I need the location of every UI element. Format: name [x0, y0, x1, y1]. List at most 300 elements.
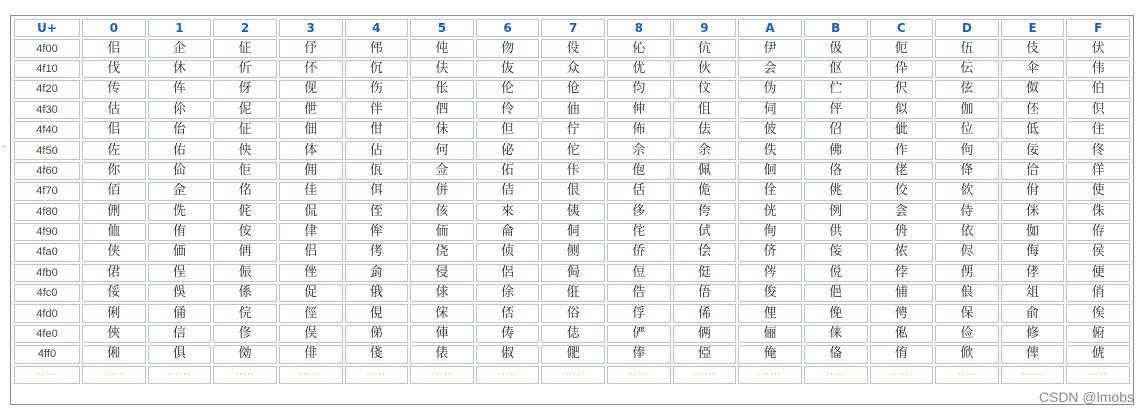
- character-cell: 侞: [1001, 223, 1065, 241]
- character-cell: 俨: [607, 325, 671, 343]
- character-cell: 佑: [148, 141, 212, 159]
- character-cell: 佯: [1066, 162, 1130, 180]
- character-cell: 佬: [870, 162, 934, 180]
- character-cell: 佫: [804, 162, 868, 180]
- character-cell: 侽: [935, 264, 999, 282]
- column-header-d: D: [935, 19, 999, 37]
- character-cell: 伶: [476, 101, 540, 119]
- character-cell: 侇: [541, 203, 605, 221]
- character-cell: 侺: [738, 264, 802, 282]
- ellipsis-cell: ······: [148, 366, 212, 384]
- character-cell: 伡: [148, 80, 212, 98]
- character-cell: 伳: [279, 101, 343, 119]
- character-cell: 佁: [148, 121, 212, 139]
- character-cell: 俻: [804, 345, 868, 363]
- character-cell: 似: [870, 101, 934, 119]
- column-header-7: 7: [541, 19, 605, 37]
- ellipsis-cell: ······: [279, 366, 343, 384]
- character-cell: 伋: [804, 39, 868, 57]
- character-cell: 优: [607, 60, 671, 78]
- character-cell: 伦: [476, 80, 540, 98]
- character-cell: 俘: [607, 304, 671, 322]
- table-row: [14, 39, 1130, 57]
- character-cell: 俪: [738, 325, 802, 343]
- character-cell: 俆: [476, 284, 540, 302]
- character-cell: 传: [82, 80, 146, 98]
- character-cell: 俿: [1066, 345, 1130, 363]
- row-code-label: 4ff0: [14, 345, 80, 363]
- row-code-label: 4f70: [14, 182, 80, 200]
- table-body: [14, 39, 1130, 384]
- character-cell: 侷: [541, 264, 605, 282]
- character-cell: 俋: [804, 284, 868, 302]
- character-cell: 侂: [213, 203, 277, 221]
- ellipsis-cell: ·····: [804, 366, 868, 384]
- character-cell: 俌: [870, 284, 934, 302]
- character-cell: 伾: [1001, 101, 1065, 119]
- character-cell: 佮: [1001, 162, 1065, 180]
- character-cell: 佤: [345, 162, 409, 180]
- column-header-1: 1: [148, 19, 212, 37]
- character-cell: 伷: [541, 101, 605, 119]
- character-cell: 佺: [738, 182, 802, 200]
- character-cell: 伿: [1066, 101, 1130, 119]
- character-cell: 便: [1066, 264, 1130, 282]
- character-cell: 伯: [1066, 80, 1130, 98]
- character-cell: 俷: [541, 345, 605, 363]
- character-cell: 侎: [1001, 203, 1065, 221]
- table-row: [14, 325, 1130, 343]
- character-cell: 何: [410, 141, 474, 159]
- character-cell: 侼: [870, 264, 934, 282]
- character-cell: 低: [1001, 121, 1065, 139]
- character-cell: 伤: [345, 80, 409, 98]
- character-cell: 侒: [213, 223, 277, 241]
- ellipsis-cell: ·····: [213, 366, 277, 384]
- character-cell: 俏: [1066, 284, 1130, 302]
- character-cell: 佪: [738, 162, 802, 180]
- character-cell: 侐: [82, 223, 146, 241]
- character-cell: 佾: [1001, 182, 1065, 200]
- table-row: [14, 284, 1130, 302]
- character-cell: 伫: [804, 80, 868, 98]
- character-cell: 侔: [345, 223, 409, 241]
- ellipsis-cell: ·····: [476, 366, 540, 384]
- character-cell: 佅: [410, 121, 474, 139]
- character-cell: 伧: [541, 80, 605, 98]
- character-cell: 侯: [1066, 243, 1130, 261]
- character-cell: 侸: [607, 264, 671, 282]
- character-cell: 伥: [410, 80, 474, 98]
- character-cell: 佭: [935, 162, 999, 180]
- row-code-label: 4fe0: [14, 325, 80, 343]
- character-cell: 伒: [213, 60, 277, 78]
- character-cell: 伆: [476, 39, 540, 57]
- character-cell: 俑: [148, 304, 212, 322]
- character-cell: 伴: [345, 101, 409, 119]
- character-cell: 侱: [148, 264, 212, 282]
- character-cell: 佛: [804, 141, 868, 159]
- character-cell: 侵: [410, 264, 474, 282]
- character-cell: 侀: [82, 203, 146, 221]
- character-cell: 侳: [279, 264, 343, 282]
- character-cell: 休: [148, 60, 212, 78]
- character-cell: 伲: [213, 101, 277, 119]
- ellipsis-cell: ·····: [935, 366, 999, 384]
- ellipsis-cell: ······: [1001, 366, 1065, 384]
- character-cell: 俹: [673, 345, 737, 363]
- character-cell: 俢: [213, 325, 277, 343]
- character-cell: 侖: [476, 223, 540, 241]
- character-cell: 侗: [541, 223, 605, 241]
- character-cell: 佔: [345, 141, 409, 159]
- character-cell: 佥: [410, 162, 474, 180]
- character-cell: 伎: [1001, 39, 1065, 57]
- ellipsis-row: [14, 366, 1130, 384]
- character-cell: 侏: [1066, 203, 1130, 221]
- character-cell: 俈: [607, 284, 671, 302]
- character-cell: 侌: [870, 203, 934, 221]
- character-cell: 俉: [673, 284, 737, 302]
- character-cell: 佧: [541, 162, 605, 180]
- character-cell: 俍: [935, 284, 999, 302]
- character-cell: 佲: [213, 182, 277, 200]
- character-cell: 佳: [279, 182, 343, 200]
- column-header-3: 3: [279, 19, 343, 37]
- character-cell: 佘: [607, 141, 671, 159]
- character-cell: 佡: [148, 162, 212, 180]
- character-cell: 俎: [1001, 284, 1065, 302]
- character-cell: 佶: [476, 182, 540, 200]
- table-row: [14, 223, 1130, 241]
- character-cell: 侬: [870, 243, 934, 261]
- character-cell: 侅: [410, 203, 474, 221]
- character-cell: 侲: [213, 264, 277, 282]
- character-cell: 信: [148, 325, 212, 343]
- character-cell: 佞: [1001, 141, 1065, 159]
- character-cell: 佄: [345, 121, 409, 139]
- corner-header-label: U+: [14, 19, 80, 37]
- character-cell: 俩: [673, 325, 737, 343]
- character-cell: 伓: [279, 60, 343, 78]
- character-cell: 侧: [541, 243, 605, 261]
- table-row: [14, 141, 1130, 159]
- character-cell: 伔: [345, 60, 409, 78]
- column-header-9: 9: [673, 19, 737, 37]
- character-cell: 俞: [1001, 304, 1065, 322]
- character-cell: 佉: [673, 121, 737, 139]
- character-cell: 佃: [279, 121, 343, 139]
- character-cell: 俔: [345, 304, 409, 322]
- character-cell: 佒: [213, 141, 277, 159]
- row-code-label: 4f10: [14, 60, 80, 78]
- row-code-label: 4f20: [14, 80, 80, 98]
- unicode-table-frame: [10, 15, 1134, 405]
- character-cell: 伟: [1066, 60, 1130, 78]
- character-cell: 俤: [345, 325, 409, 343]
- character-cell: 俙: [673, 304, 737, 322]
- character-cell: 伕: [410, 60, 474, 78]
- character-cell: 侟: [1066, 223, 1130, 241]
- character-cell: 伮: [1001, 80, 1065, 98]
- character-cell: 例: [804, 203, 868, 221]
- character-cell: 伊: [738, 39, 802, 57]
- character-cell: 侶: [476, 264, 540, 282]
- character-cell: 俴: [345, 345, 409, 363]
- column-header-8: 8: [607, 19, 671, 37]
- character-cell: 佇: [541, 121, 605, 139]
- character-cell: 俒: [213, 304, 277, 322]
- character-cell: 俠: [82, 325, 146, 343]
- character-cell: 佨: [607, 162, 671, 180]
- column-header-f: F: [1066, 19, 1130, 37]
- character-cell: 估: [82, 101, 146, 119]
- character-cell: 侹: [673, 264, 737, 282]
- row-code-label: 4f00: [14, 39, 80, 57]
- ellipsis-cell: ·····: [82, 366, 146, 384]
- character-cell: 住: [1066, 121, 1130, 139]
- character-cell: 俄: [345, 284, 409, 302]
- column-header-b: B: [804, 19, 868, 37]
- character-cell: 佊: [738, 121, 802, 139]
- character-cell: 俺: [738, 345, 802, 363]
- column-header-a: A: [738, 19, 802, 37]
- character-cell: 伬: [870, 80, 934, 98]
- character-cell: 侜: [870, 223, 934, 241]
- character-cell: 伛: [804, 60, 868, 78]
- character-cell: 俐: [82, 304, 146, 322]
- character-cell: 俳: [279, 345, 343, 363]
- row-code-label: 4fc0: [14, 284, 80, 302]
- character-cell: 众: [541, 60, 605, 78]
- character-cell: 俥: [410, 325, 474, 343]
- character-cell: 伢: [213, 80, 277, 98]
- character-cell: 侚: [738, 223, 802, 241]
- table-row: [14, 203, 1130, 221]
- character-cell: 佟: [1066, 141, 1130, 159]
- character-cell: 俱: [148, 345, 212, 363]
- character-cell: 俟: [1066, 304, 1130, 322]
- character-cell: 伃: [279, 39, 343, 57]
- character-cell: 伙: [673, 60, 737, 78]
- character-cell: 侘: [607, 223, 671, 241]
- character-cell: 俗: [541, 304, 605, 322]
- character-cell: 企: [148, 39, 212, 57]
- character-cell: 係: [213, 284, 277, 302]
- character-cell: 俧: [541, 325, 605, 343]
- ellipsis-cell: ······: [673, 366, 737, 384]
- character-cell: 俊: [738, 284, 802, 302]
- character-cell: 侙: [673, 223, 737, 241]
- character-cell: 伱: [148, 101, 212, 119]
- character-cell: 伽: [935, 101, 999, 119]
- character-cell: 俫: [804, 325, 868, 343]
- character-cell: 俖: [476, 304, 540, 322]
- character-cell: 佣: [279, 162, 343, 180]
- character-cell: 侮: [1001, 243, 1065, 261]
- character-cell: 侣: [279, 243, 343, 261]
- row-code-label: 4f90: [14, 223, 80, 241]
- character-cell: 俰: [82, 345, 146, 363]
- character-cell: 使: [1066, 182, 1130, 200]
- character-cell: 侈: [607, 203, 671, 221]
- character-cell: 伖: [476, 60, 540, 78]
- character-cell: 俽: [935, 345, 999, 363]
- character-cell: 伜: [870, 60, 934, 78]
- table-row: [14, 80, 1130, 98]
- character-cell: 作: [870, 141, 934, 159]
- character-cell: 侤: [345, 243, 409, 261]
- character-cell: 佀: [82, 121, 146, 139]
- character-cell: 佋: [804, 121, 868, 139]
- character-cell: 伇: [541, 39, 605, 57]
- character-cell: 佗: [541, 141, 605, 159]
- character-cell: 体: [279, 141, 343, 159]
- row-code-label: 4fa0: [14, 243, 80, 261]
- character-cell: 俛: [804, 304, 868, 322]
- character-cell: 侰: [82, 264, 146, 282]
- ellipsis-cell: ·····: [1066, 366, 1130, 384]
- character-cell: 侓: [279, 223, 343, 241]
- character-cell: 佂: [213, 121, 277, 139]
- table-row: [14, 182, 1130, 200]
- character-cell: 伅: [410, 39, 474, 57]
- character-cell: 伪: [738, 80, 802, 98]
- character-cell: 俜: [870, 304, 934, 322]
- character-cell: 侑: [148, 223, 212, 241]
- character-cell: 佢: [213, 162, 277, 180]
- ellipsis-cell: ······: [541, 366, 605, 384]
- character-cell: 余: [673, 141, 737, 159]
- character-cell: 俀: [82, 284, 146, 302]
- character-cell: 伐: [82, 60, 146, 78]
- row-code-label: 4fb0: [14, 264, 80, 282]
- character-cell: 伍: [935, 39, 999, 57]
- character-cell: 侉: [673, 203, 737, 221]
- table-row: [14, 304, 1130, 322]
- ellipsis-cell: ·····: [607, 366, 671, 384]
- character-cell: 供: [804, 223, 868, 241]
- csdn-watermark: CSDN @lmobs: [1038, 389, 1134, 405]
- character-cell: 侠: [82, 243, 146, 261]
- character-cell: 伺: [738, 101, 802, 119]
- column-header-6: 6: [476, 19, 540, 37]
- character-cell: 侻: [804, 264, 868, 282]
- character-cell: 佩: [673, 162, 737, 180]
- column-header-c: C: [870, 19, 934, 37]
- character-cell: 会: [738, 60, 802, 78]
- character-cell: 佀: [82, 39, 146, 57]
- character-cell: 佷: [541, 182, 605, 200]
- character-cell: 依: [935, 223, 999, 241]
- character-cell: 侾: [1001, 264, 1065, 282]
- character-cell: 価: [148, 243, 212, 261]
- margin-tick-mark: [2, 146, 5, 147]
- character-cell: 佝: [935, 141, 999, 159]
- character-cell: 侢: [213, 243, 277, 261]
- character-cell: 佱: [148, 182, 212, 200]
- character-cell: 俸: [607, 345, 671, 363]
- column-header-2: 2: [213, 19, 277, 37]
- character-cell: 俦: [476, 325, 540, 343]
- column-header-row: [14, 19, 1130, 37]
- row-code-label: 4f80: [14, 203, 80, 221]
- row-code-label: 4fd0: [14, 304, 80, 322]
- character-cell: 俕: [410, 304, 474, 322]
- character-cell: 俲: [213, 345, 277, 363]
- character-cell: 伈: [607, 39, 671, 57]
- character-cell: 促: [279, 284, 343, 302]
- character-cell: 侊: [738, 203, 802, 221]
- character-cell: 侭: [935, 243, 999, 261]
- character-cell: 俵: [410, 345, 474, 363]
- character-cell: 佸: [607, 182, 671, 200]
- character-cell: 佈: [607, 121, 671, 139]
- column-header-4: 4: [345, 19, 409, 37]
- character-cell: 侃: [279, 203, 343, 221]
- character-cell: 侴: [345, 264, 409, 282]
- character-cell: 佴: [345, 182, 409, 200]
- character-cell: 伌: [870, 39, 934, 57]
- character-cell: 侕: [410, 223, 474, 241]
- table-row: [14, 243, 1130, 261]
- character-cell: 伝: [935, 60, 999, 78]
- character-cell: 俅: [410, 284, 474, 302]
- character-cell: 俬: [870, 325, 934, 343]
- character-cell: 佦: [476, 162, 540, 180]
- column-header-e: E: [1001, 19, 1065, 37]
- character-cell: 伉: [673, 39, 737, 57]
- character-cell: 俣: [279, 325, 343, 343]
- character-cell: 侦: [476, 243, 540, 261]
- ellipsis-rowhead: ·····: [14, 366, 80, 384]
- character-cell: 佌: [870, 121, 934, 139]
- character-cell: 修: [1001, 325, 1065, 343]
- character-cell: 伩: [673, 80, 737, 98]
- character-cell: 佹: [673, 182, 737, 200]
- character-cell: 俭: [935, 325, 999, 343]
- character-cell: 伵: [410, 101, 474, 119]
- column-header-0: 0: [82, 19, 146, 37]
- table-row: [14, 121, 1130, 139]
- character-cell: 俚: [738, 304, 802, 322]
- character-cell: 你: [82, 162, 146, 180]
- character-cell: 來: [476, 203, 540, 221]
- character-cell: 佖: [476, 141, 540, 159]
- character-cell: 伻: [804, 101, 868, 119]
- table-row: [14, 162, 1130, 180]
- row-code-label: 4f50: [14, 141, 80, 159]
- ellipsis-cell: ·····: [410, 366, 474, 384]
- character-cell: 伨: [607, 80, 671, 98]
- character-cell: 保: [935, 304, 999, 322]
- ellipsis-cell: ······: [738, 366, 802, 384]
- character-cell: 伹: [673, 101, 737, 119]
- character-cell: 俁: [148, 284, 212, 302]
- row-code-label: 4f30: [14, 101, 80, 119]
- character-cell: 侄: [345, 203, 409, 221]
- character-cell: 伸: [607, 101, 671, 119]
- character-cell: 侫: [804, 243, 868, 261]
- row-code-label: 4f60: [14, 162, 80, 180]
- character-cell: 佻: [804, 182, 868, 200]
- character-cell: 俶: [476, 345, 540, 363]
- character-cell: 佽: [935, 182, 999, 200]
- character-cell: 佂: [213, 39, 277, 57]
- character-cell: 佚: [738, 141, 802, 159]
- character-cell: 位: [935, 121, 999, 139]
- column-header-5: 5: [410, 19, 474, 37]
